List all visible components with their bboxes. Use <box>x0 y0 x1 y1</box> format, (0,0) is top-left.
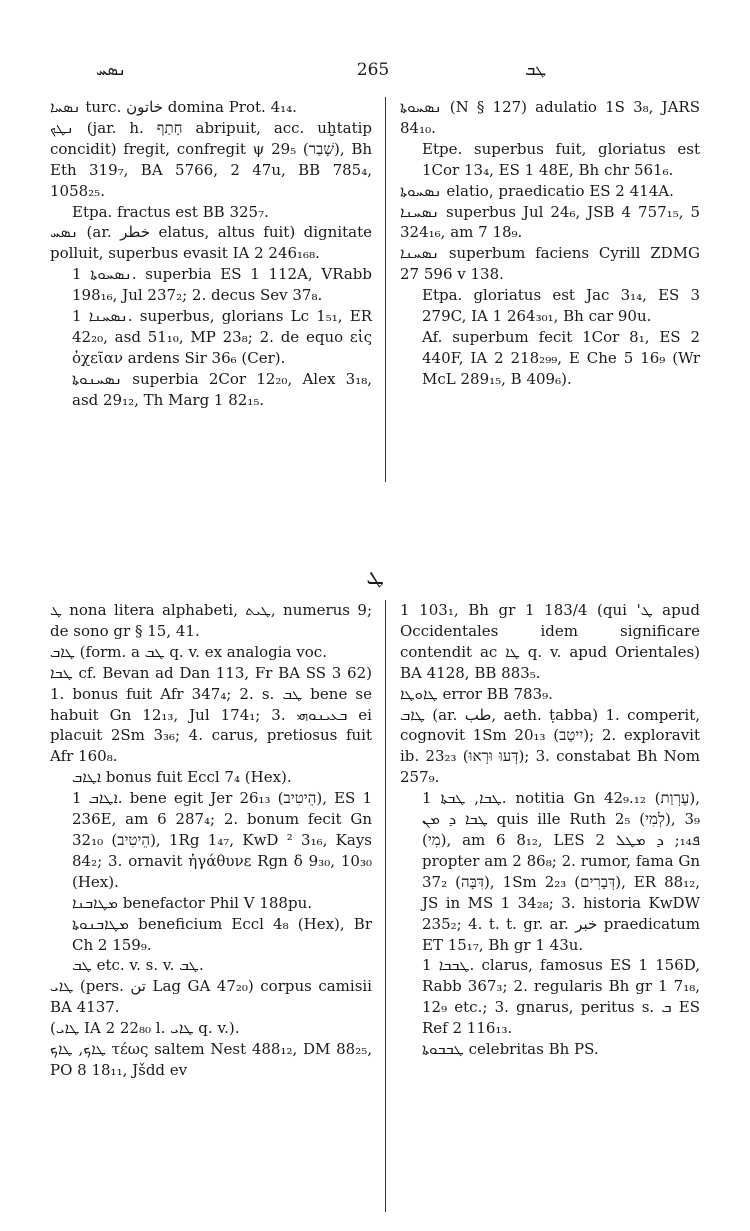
entry: ܢܣܚܘܬܐ 1. superbia ES 1 112A, VRabb 198₁₆, Jul 237₂; 2. decus Sev 37₈. <box>72 265 372 305</box>
entry: ܢܣܚܢܐ superbum faciens Cyrill ZDMG 27 596 v 138. <box>400 244 700 284</box>
page-number: 265 <box>356 60 390 80</box>
entry: ܢܣܚܢܘܬܐ superbia 2Cor 12₂₀, Alex 3₁₈, asd 29₁₂, Th Marg 1 82₁₅. <box>72 369 372 409</box>
entry: Etpa. gloriatus est Jac 3₁₄, ES 3 279C, IA 1 264₃₀₁, Bh car 90u. <box>422 286 700 326</box>
entry: ܛܐܒ (ar. طب, aeth. ṭabba) 1. comperit, cognovit 1Sm 20₁₃ (יִיטַב); 2. exploravit ib. 23₂₃ (דְּעוּ וּרְאוּ); 3. constabat Bh Nom 257₉. <box>400 705 701 787</box>
entry: ܐܛܐܒ bonus fuit Eccl 7₄ (Hex). <box>72 768 292 787</box>
entry: 1 103₁, Bh gr 1 183/4 (qui 'ܛ apud Occidentales idem significare contendit ac ܛܐ q. v. apud Orientales) BA 4128, BB 883₅. <box>400 601 700 682</box>
entry: ܛܒܒܘܬܐ celebritas Bh PS. <box>422 1040 599 1059</box>
entry: Af. superbum fecit 1Cor 8₁, ES 2 440F, IA 2 218₂₉₉, E Che 5 16₉ (Wr McL 289₁₅, B 409₆). <box>422 327 700 388</box>
column-bottom-right <box>400 600 700 1060</box>
entry: ܢܣܚܢܐ superbus Jul 24₆, JSB 4 757₁₅, 5 324₁₆, am 7 18₉. <box>400 202 700 242</box>
entry: ܛܒܐ cf. Bevan ad Dan 113, Fr BA SS 3 62) 1. bonus fuit Afr 347₄; 2. s. ܛܒ bene se habuit Gn 12₁₃, Jul 174₁; 3. ܒܥܝܢܘܗܝ ei placuit 2Sm 3₃₆; 4. carus, pretiosus fuit Afr 160₈. <box>50 663 372 766</box>
running-head-left: ܢܣܚ <box>96 60 126 79</box>
entry: ܢܣܚܘܬܐ elatio, praedicatio ES 2 414A. <box>400 181 674 200</box>
column-top-left <box>50 97 372 411</box>
section-letter: ܛ <box>366 565 384 590</box>
entry: ܛܐܟ, ܛܐܟ τέως saltem Nest 488₁₂, DM 88₂₅, PO 8 18₁₁, Jšdd ev <box>50 1040 372 1079</box>
entry: ܢܣܚܢܐ 1. superbus, glorians Lc 1₅₁, ER 42₂₀, asd 51₁₀, MP 23₈; 2. de equo εἰς ὀχεῖαν ardens Sir 36₆ (Cer). <box>72 307 372 367</box>
running-head-right: ܛܒ <box>525 60 547 79</box>
entry: ܢܣܚ (ar. خطر elatus, altus fuit) dignitate polluit, superbus evasit IA 2 246₁₆₈. <box>50 223 372 263</box>
column-divider-bottom <box>385 600 386 1212</box>
entry: ܢܣܚܘܬܐ (N § 127) adulatio 1S 3₈, JARS 84₁₀. <box>400 98 700 137</box>
entry: Etpa. fractus est BB 325₇. <box>72 202 269 221</box>
entry: ܡܛܐܒܢܐ benefactor Phil V 188pu. <box>72 893 312 912</box>
entry: ܛܒ etc. v. s. v. ܛܒ. <box>72 956 204 975</box>
column-bottom-left <box>50 600 372 1081</box>
entry: (ܛܐܝ IA 2 22₈₀ l. ܛܐܝ q. v.). <box>50 1019 240 1038</box>
entry: ܡܛܐܒܢܘܬܐ beneficium Eccl 4₈ (Hex), Br Ch 2 159₉. <box>72 914 372 954</box>
entry: ܢܛܟ (jar. h. חָתַף abripuit, acc. uḫtatip concidit) fregit, confregit ψ 29₅ (שָׁבַר), Bh Eth 319₇, BA 5766, 2 47u, BB 785₄, 1058₂₅. <box>50 118 372 200</box>
entry: ܛܐܝ (pers. تن Lag GA 47₂₀) corpus camisii BA 4137. <box>50 977 372 1017</box>
entry: ܛܐܒ (form. a ܛܒ q. v. ex analogia voc. <box>50 642 327 661</box>
column-divider-top <box>385 97 386 482</box>
column-top-right <box>400 97 700 390</box>
entry: ܛ nona litera alphabeti, ܛܝܬ, numerus 9; de sono gr § 15, 41. <box>50 601 372 640</box>
entry: ܛܒܒܐ 1. clarus, famosus ES 1 156D, Rabb 367₃; 2. regularis Bh gr 1 7₁₈, 12₉ etc.; 3. gnarus, peritus s. ܒ ES Ref 2 116₁₃. <box>422 956 701 1038</box>
entry: ܐܛܐܒ 1. bene egit Jer 26₁₃ (הֵיטִיב), ES 1 236E, am 6 287₄; 2. bonum fecit Gn 32₁₀ (הֵיטִיב), 1Rg 1₄₇, KwD ² 3₁₆, Kays 84₂; 3. ornavit ἠγάθυνε Rgn δ 9₃₀, 10₃₀ (Hex). <box>72 789 372 891</box>
entry: ܢܣܚܐ turc. خاتون domina Prot. 4₁₄. <box>50 98 297 116</box>
entry: Etpe. superbus fuit, gloriatus est 1Cor 13₄, ES 1 48E, Bh chr 561₆. <box>422 139 700 179</box>
entry: ܛܐܘܛܐ error BB 783₉. <box>400 684 553 703</box>
entry: ܛܒܐ, ܛܒܬܐ 1. notitia Gn 42₉.₁₂ (עֶרְוַת), ܛܒܐ ܕ ܡܢ quis ille Ruth 2₅ (לְמִי), 3₉ (מִי), am 6 8₁₂, LES 2 ܦ₁₄; ܕ ܡܛܠ propter am 2 86₈; 2. rumor, fama Gn 37₂ (דִּבָּה), 1Sm 2₂₃ (דְּבָרִים), ER 88₁₂, JS in MS 1 34₂₈; 3. historia KwDW 235₂; 4. t. t. gr. ar. خبر praedicatum ET 15₁₇, Bh gr 1 43u. <box>422 789 701 954</box>
